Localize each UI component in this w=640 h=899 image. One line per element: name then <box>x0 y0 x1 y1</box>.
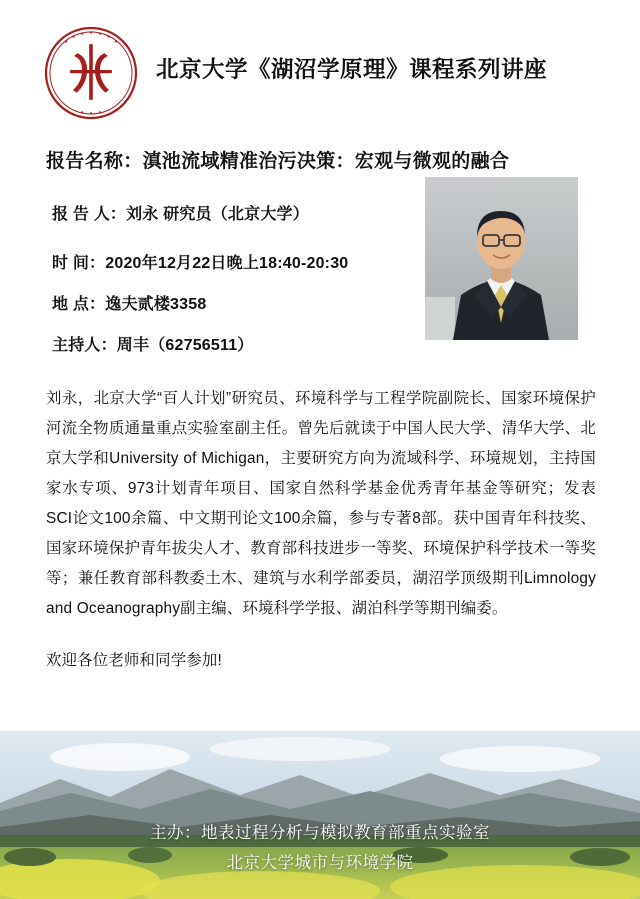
welcome-text: 欢迎各位老师和同学参加! <box>46 652 222 670</box>
footer-line-2: 北京大学城市与环境学院 <box>226 854 414 873</box>
page-title: 北京大学《湖沼学原理》课程系列讲座 <box>156 57 548 83</box>
talk-title: 报告名称：滇池流域精准治污决策：宏观与微观的融合 <box>46 151 510 172</box>
time-row: 时 间：2020年12月22日晚上18:40-20:30 <box>52 255 349 272</box>
speaker-bio: 刘永，北京大学“百人计划”研究员、环境科学与工程学院副院长、国家环境保护河流全物质通量重点实验室副主任。曾先后就读于中国人民大学、清华大学、北京大学和University of Michigan，主要研究方向为流域科学、环境规划，主持国家水专项、973计划青年项目、国家自然科学基金优秀青年基金等研究；发表SCI论文100余篇、中文期刊论文100余篇，参与专著8部。获中国青年科技奖、国家环境保护青年拔尖人才、教育部科技进步一等奖、环境保护科学技术一等奖等；兼任教育部科教委土木、建筑与水利学部委员，湖沼学顶级期刊Limnology and Oceanography副主编、环境科学学报、湖泊科学等期刊编委。 <box>46 390 596 618</box>
talk-info-list <box>52 201 382 355</box>
peking-university-seal-icon <box>44 26 138 120</box>
speaker-row: 报 告 人：刘永 研究员（北京大学） <box>52 206 309 223</box>
poster-header <box>0 0 640 120</box>
place-row: 地 点：逸夫贰楼3358 <box>52 296 207 313</box>
footer-banner <box>0 731 640 899</box>
footer-line-1: 主办：地表过程分析与模拟教育部重点实验室 <box>150 823 490 842</box>
speaker-portrait <box>425 177 578 340</box>
host-row: 主持人：周丰（62756511） <box>52 337 254 354</box>
talk-info-block <box>0 201 640 366</box>
footer-organizer <box>0 818 640 879</box>
